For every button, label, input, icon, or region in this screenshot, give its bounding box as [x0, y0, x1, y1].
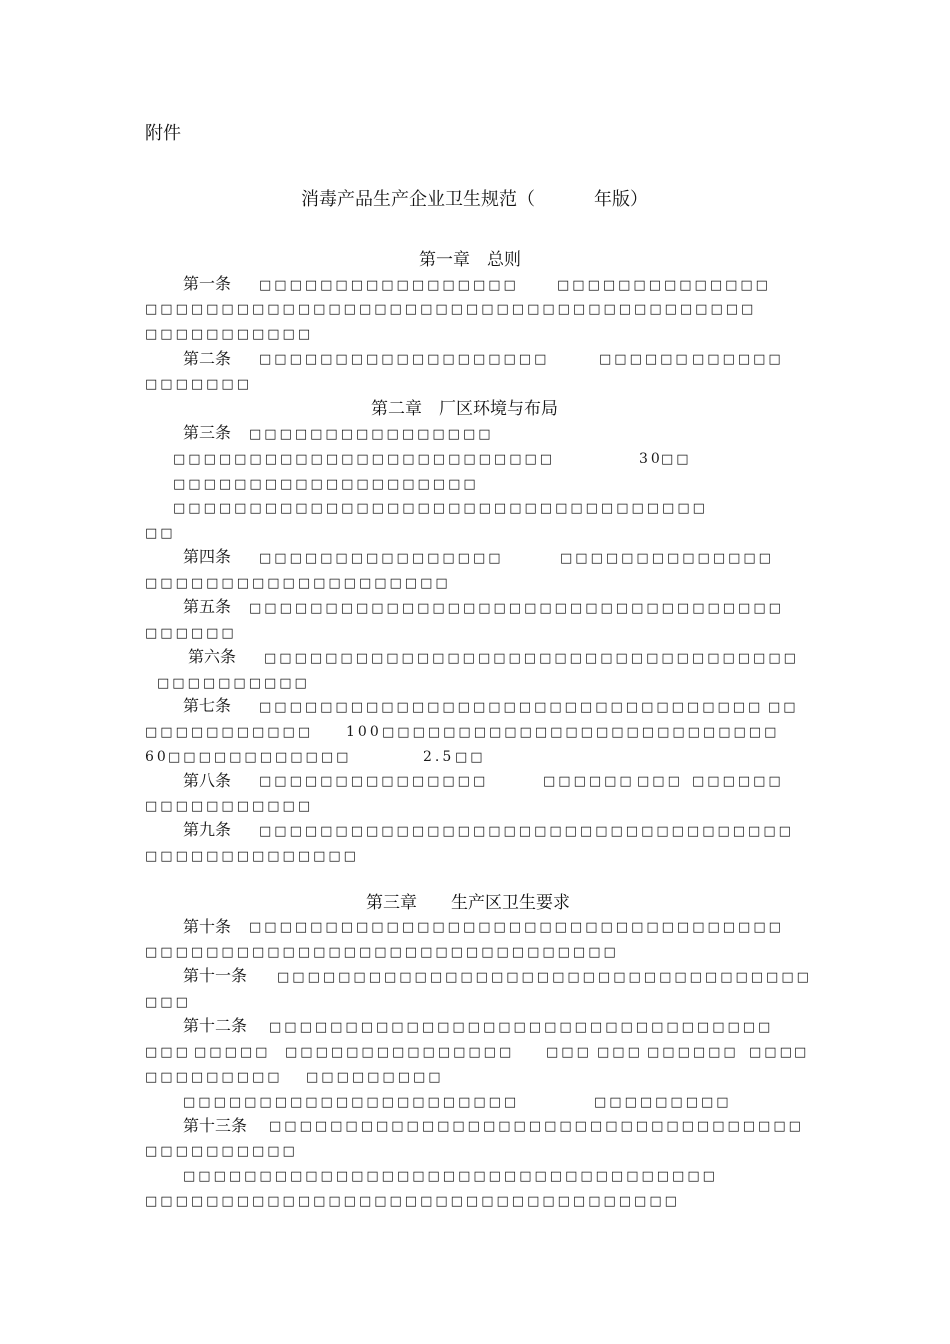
- article-4-label: 第四条: [183, 547, 232, 566]
- body-text: □□□□□□: [647, 1045, 739, 1060]
- body-text: □□□□□□□□□□□□□□□□□□□□□□□□□□□□□□□□□: [269, 1020, 774, 1035]
- body-text: □□□: [145, 1045, 191, 1060]
- body-text: □□□: [637, 774, 683, 789]
- body-text: □□: [455, 750, 486, 765]
- body-text: □□□: [597, 1045, 643, 1060]
- body-text: □□: [661, 452, 692, 467]
- body-text: □□□□□□□□□: [306, 1070, 444, 1085]
- body-text: □□□□□□□□□□□□□□□□□□□□□□□□□□□□□□□□□□□□□□□□: [145, 302, 757, 317]
- body-text: □□□□□□□□□□□□□□□: [259, 774, 489, 789]
- body-text: □□□□□□□□□□□□□□□□□□□□□□□□□□□□□□□□□□□: [183, 1169, 718, 1184]
- body-text: □□□□□□□□□□□□□□□□□□□□□□□□□□□□□□□□□□□: [264, 651, 799, 666]
- body-text: □□□□□□□□□□□□□□□□□□□□□□□□□□□□□□□□□□□: [249, 920, 784, 935]
- body-text: □: [794, 1045, 810, 1060]
- body-text: □□□□□□□□□□□□□□□□□□□□□□□□□□□□□□□□□□□: [173, 501, 708, 516]
- body-text: □□□: [546, 1045, 592, 1060]
- body-text: □□□□□□□□□□: [145, 1144, 298, 1159]
- body-text: □□□□□□□□□□□□□□□□□□□: [259, 352, 550, 367]
- article-10-label: 第十条: [183, 917, 232, 936]
- article-6-label: 第六条: [188, 647, 237, 666]
- body-text: □□□□□□: [692, 774, 784, 789]
- body-text: □□: [145, 526, 176, 541]
- body-text: □□□□□□□□□□□□□□□□□□□□: [145, 576, 451, 591]
- body-text: □□□□□□: [599, 352, 691, 367]
- number-30: 30: [639, 451, 663, 467]
- article-1-label: 第一条: [183, 274, 232, 293]
- body-text: □□□□□□□□□□□□□□□□□□□□□□□□□□□□□□□□□□□: [277, 970, 812, 985]
- body-text: □□□□□□□□□□□□□□□□□□□□: [173, 477, 479, 492]
- body-text: □□□□□□□□□□□□□□□□□□□□□□□□□□: [382, 725, 780, 740]
- chapter-1-heading: 第一章 总则: [419, 250, 521, 270]
- body-text: □□□□□□□: [145, 377, 252, 392]
- body-text: □□□: [145, 995, 191, 1010]
- document-title-left: 消毒产品生产企业卫生规范（: [301, 189, 535, 210]
- body-text: □□□□□□□□□□□□: [168, 750, 352, 765]
- chapter-3-heading: 第三章 生产区卫生要求: [366, 893, 570, 913]
- body-text: □□□□□□□□□□□□□□□□□: [259, 278, 519, 293]
- attachment-label: 附件: [145, 123, 181, 144]
- body-text: □□□: [749, 1045, 795, 1060]
- article-11-label: 第十一条: [183, 966, 248, 985]
- body-text: □□□□□□□□□□□□□□□□□□□□□□□□□: [173, 452, 556, 467]
- article-3-label: 第三条: [183, 423, 232, 442]
- body-text: □□□□□□□□□□□□□□□□□□□□□□: [183, 1095, 520, 1110]
- number-2-5: 2.5: [423, 749, 455, 765]
- body-text: □□□□□□□□□□□□□□□□□□□□□□□□□□□□□□□□□: [259, 700, 764, 715]
- body-text: □□□□□□□□□□□: [145, 799, 314, 814]
- article-9-label: 第九条: [183, 820, 232, 839]
- article-5-label: 第五条: [183, 597, 232, 616]
- body-text: □□□□□□□□□□□□□□□□: [259, 551, 504, 566]
- body-text: □□□□□□□□□□□: [145, 725, 314, 740]
- body-text: □□□□□□: [543, 774, 635, 789]
- body-text: □□□□□□□□□: [145, 1070, 283, 1085]
- body-text: □□□□□□□□□□□□□□□□□□□□□□□□□□□□□□□: [145, 945, 619, 960]
- body-text: □□□□□□□□□□□□□□□□: [249, 427, 494, 442]
- body-text: □□□□□□□□□□□□□□: [560, 551, 774, 566]
- body-text: □□□□□□: [692, 352, 784, 367]
- body-text: □□□□□□□□□□: [157, 676, 310, 691]
- body-text: □□□□□□□□□□□□□□□□□□□□□□□□□□□□□□□□□□□: [145, 1194, 680, 1209]
- article-12-label: 第十二条: [183, 1016, 248, 1035]
- article-7-label: 第七条: [183, 696, 232, 715]
- body-text: □□□□□□□□□□□□□□□□□□□□□□□□□□□□□□□□□□□: [269, 1119, 804, 1134]
- chapter-2-heading: 第二章 厂区环境与布局: [371, 399, 558, 419]
- article-8-label: 第八条: [183, 771, 232, 790]
- body-text: □□□□□□□□□□□□□□□□□□□□□□□□□□□□□□□□□□□: [259, 824, 794, 839]
- body-text: □□□□□□□□□□□: [145, 327, 314, 342]
- body-text: □□: [768, 700, 799, 715]
- body-text: □□□□□□□□□□□□□□□: [285, 1045, 515, 1060]
- body-text: □□□□□: [194, 1045, 271, 1060]
- body-text: □□□□□□: [145, 626, 237, 641]
- body-text: □□□□□□□□□□□□□□: [557, 278, 771, 293]
- number-100: 100: [346, 724, 382, 740]
- article-2-label: 第二条: [183, 349, 232, 368]
- body-text: □□□□□□□□□□□□□□: [145, 849, 359, 864]
- document-title-right: 年版）: [594, 189, 648, 210]
- article-13-label: 第十三条: [183, 1116, 248, 1135]
- body-text: □□□□□□□□□: [594, 1095, 732, 1110]
- number-60: 60: [145, 749, 169, 765]
- body-text: □□□□□□□□□□□□□□□□□□□□□□□□□□□□□□□□□□□: [249, 601, 784, 616]
